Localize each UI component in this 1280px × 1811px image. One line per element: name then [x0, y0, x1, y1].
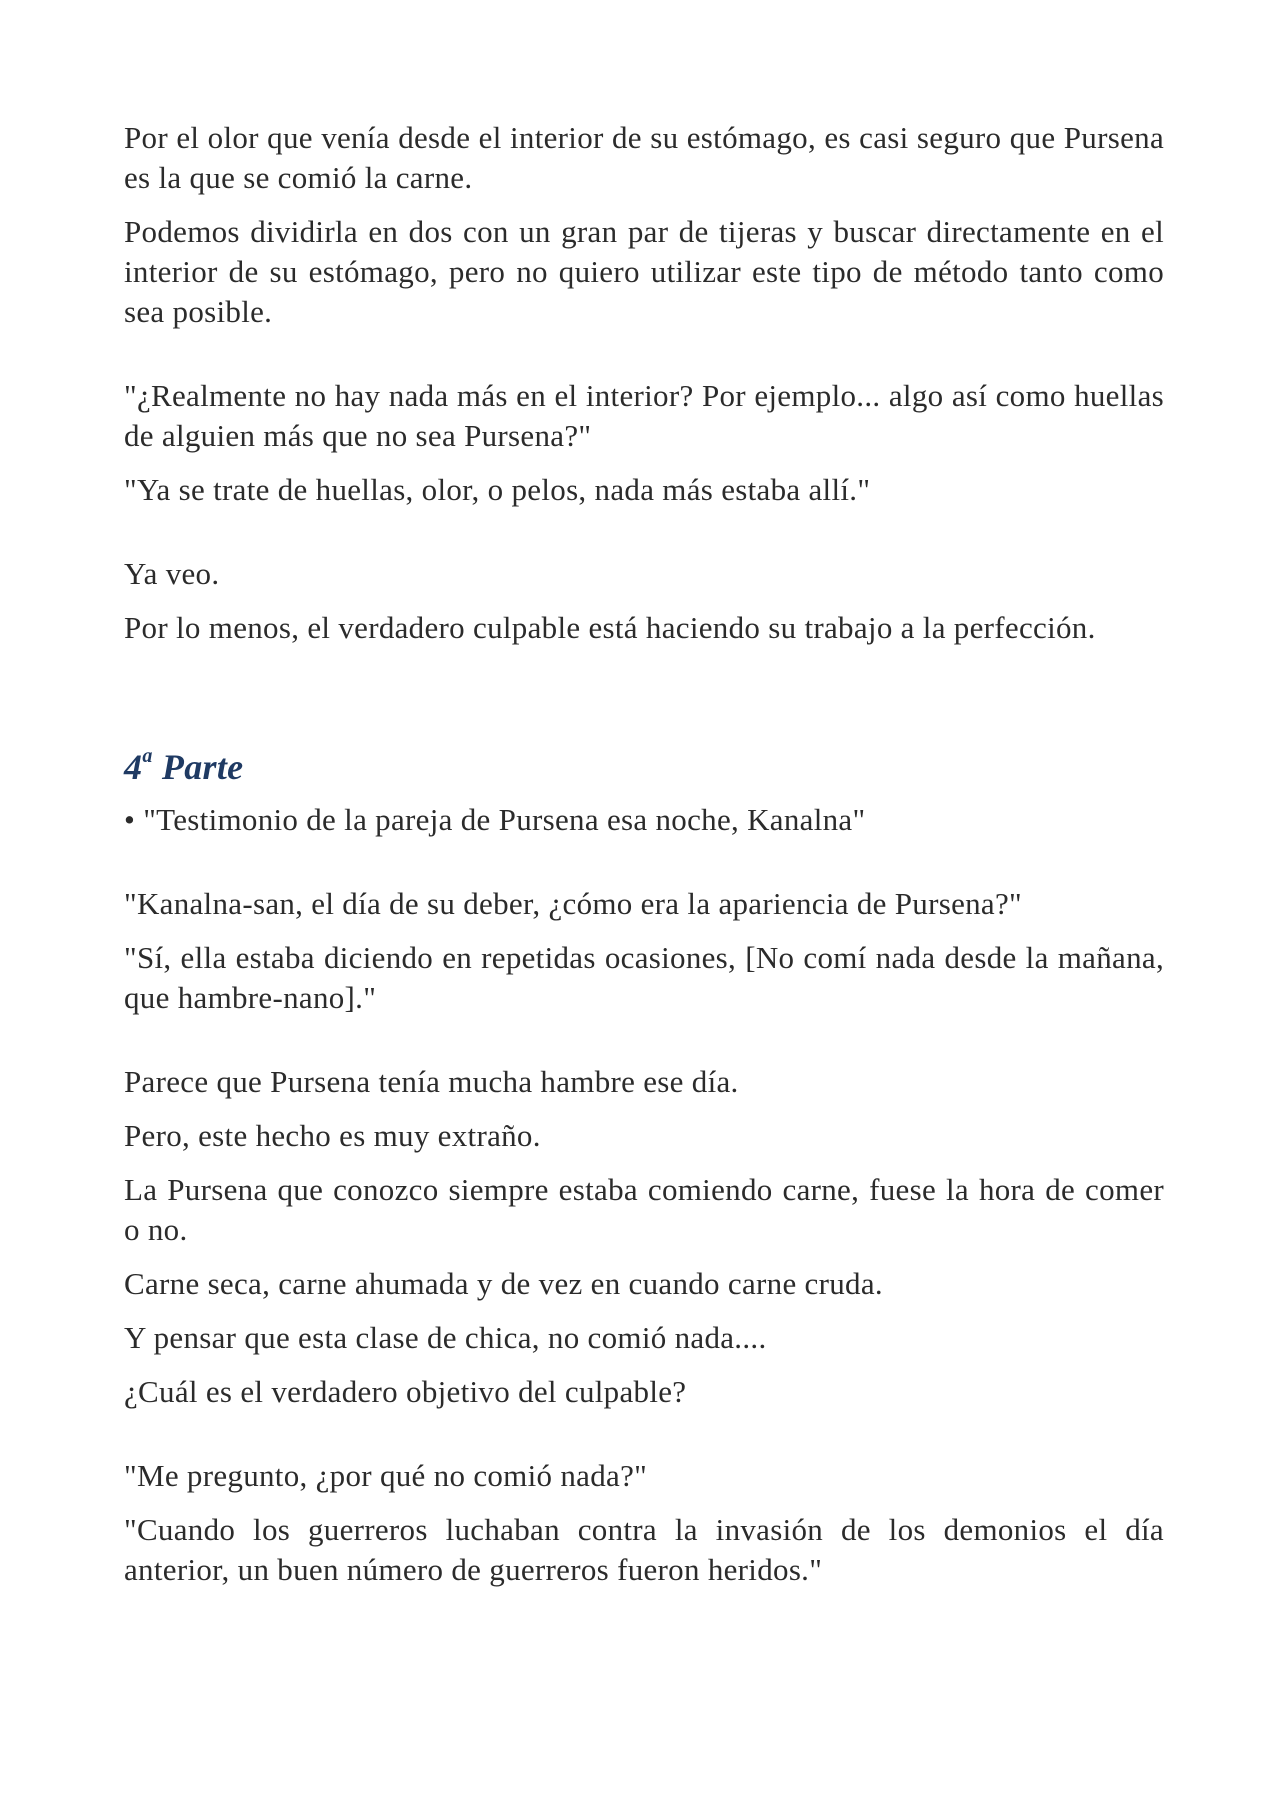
- heading-number: 4: [124, 747, 143, 787]
- heading-ordinal: a: [142, 745, 153, 767]
- paragraph: Ya veo.: [124, 556, 220, 591]
- paragraph: ¿Cuál es el verdadero objetivo del culpable?: [124, 1374, 687, 1409]
- paragraph: Carne seca, carne ahumada y de vez en cuando carne cruda.: [124, 1266, 883, 1301]
- paragraph-spacer: [124, 1032, 1164, 1062]
- paragraph: La Pursena que conozco siempre estaba comiendo carne, fuese la hora de comer o no.: [124, 1172, 1164, 1247]
- paragraph: Por lo menos, el verdadero culpable está haciendo su trabajo a la perfección.: [124, 610, 1096, 645]
- paragraph: "Kanalna-san, el día de su deber, ¿cómo era la apariencia de Pursena?": [124, 886, 1023, 921]
- paragraph: Podemos dividirla en dos con un gran par de tijeras y buscar directamente en el interior de su estómago, pero no quiero utilizar este tipo de método tanto como sea posible.: [124, 214, 1164, 329]
- paragraph-spacer: [124, 524, 1164, 554]
- paragraph: • "Testimonio de la pareja de Pursena esa noche, Kanalna": [124, 802, 866, 837]
- paragraph: "Cuando los guerreros luchaban contra la invasión de los demonios el día anterior, un buen número de guerreros fueron heridos.": [124, 1512, 1164, 1587]
- paragraph-spacer: [124, 854, 1164, 884]
- paragraph-spacer: [124, 346, 1164, 376]
- paragraph: Parece que Pursena tenía mucha hambre ese día.: [124, 1064, 739, 1099]
- paragraph: "Me pregunto, ¿por qué no comió nada?": [124, 1458, 648, 1493]
- paragraph: "Ya se trate de huellas, olor, o pelos, nada más estaba allí.": [124, 472, 871, 507]
- section-spacer: [124, 662, 1164, 744]
- section-heading: [124, 744, 1164, 790]
- heading-text: Parte: [152, 747, 244, 787]
- paragraph: Por el olor que venía desde el interior de su estómago, es casi seguro que Pursena es la que se comió la carne.: [124, 120, 1164, 195]
- paragraph: Y pensar que esta clase de chica, no comió nada....: [124, 1320, 767, 1355]
- paragraph: "Sí, ella estaba diciendo en repetidas ocasiones, [No comí nada desde la mañana, que hambre-nano].": [124, 940, 1164, 1015]
- paragraph-spacer: [124, 1426, 1164, 1456]
- document-page: [124, 118, 1164, 1604]
- paragraph: "¿Realmente no hay nada más en el interior? Por ejemplo... algo así como huellas de alguien más que no sea Pursena?": [124, 378, 1164, 453]
- paragraph: Pero, este hecho es muy extraño.: [124, 1118, 541, 1153]
